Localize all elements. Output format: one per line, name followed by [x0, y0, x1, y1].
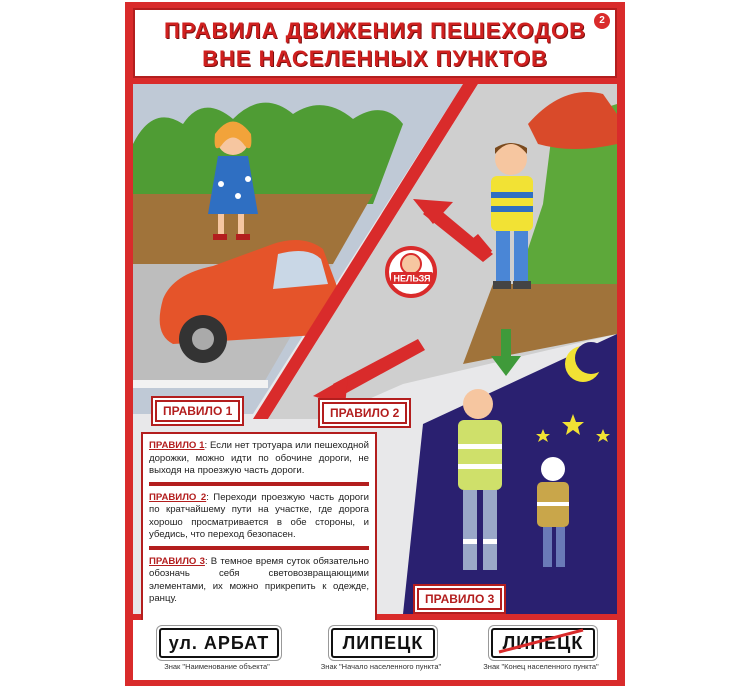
forbidden-badge-label: НЕЛЬЗЯ — [393, 273, 431, 284]
rule-2-body: : Переходи проезжую часть дороги по кратчайшему пути на участке, где дорога хорошо просматривается в обе стороны, и убедись, что переход безопасен. — [149, 491, 369, 540]
rule-1-body: : Если нет тротуара или пешеходной дорожки, можно идти по обочине дороги, не выходя на проезжую часть дороги. — [149, 440, 370, 476]
sign-settlement-start-caption: Знак "Начало населенного пункта" — [320, 662, 442, 671]
forbidden-badge — [387, 248, 435, 296]
rule-1-label: ПРАВИЛО 1 — [149, 440, 205, 451]
sign-settlement-end-text: ЛИПЕЦК — [502, 633, 584, 653]
title-line-2: ВНЕ НАСЕЛЕННЫХ ПУНКТОВ — [202, 46, 548, 71]
rule-tag-3: ПРАВИЛО 3 — [417, 588, 502, 610]
rule-3-text — [149, 556, 369, 606]
poster — [125, 2, 625, 686]
page-number: 2 — [593, 12, 611, 30]
rule-3-label: ПРАВИЛО 3 — [149, 555, 205, 567]
sign-settlement-end-caption: Знак "Конец населенного пункта" — [483, 662, 599, 671]
rule-tag-1: ПРАВИЛО 1 — [155, 400, 240, 422]
rule-3-body: : В темное время суток обязательно обозначь себя световозвращающими элементами, их можно прикрепить к одежде, ранцу. — [149, 555, 370, 604]
rules-box — [141, 432, 377, 624]
title-box — [133, 8, 617, 78]
strike-line-icon — [491, 628, 591, 654]
rule-divider — [149, 482, 369, 486]
sign-settlement-start: ЛИПЕЦК — [331, 628, 435, 658]
rule-divider — [149, 546, 369, 550]
signs-row — [133, 620, 617, 680]
sign-object-name: ул. АРБАТ — [159, 628, 279, 658]
rule-tag-2: ПРАВИЛО 2 — [322, 402, 407, 424]
rule-2-label: ПРАВИЛО 2 — [149, 491, 207, 503]
sign-settlement-end — [491, 628, 595, 658]
rule-1-text — [149, 440, 369, 478]
sign-object-name-caption: Знак "Наименование объекта" — [164, 662, 270, 671]
rule-2-text — [149, 492, 369, 542]
title-line-1: ПРАВИЛА ДВИЖЕНИЯ ПЕШЕХОДОВ — [164, 18, 586, 43]
